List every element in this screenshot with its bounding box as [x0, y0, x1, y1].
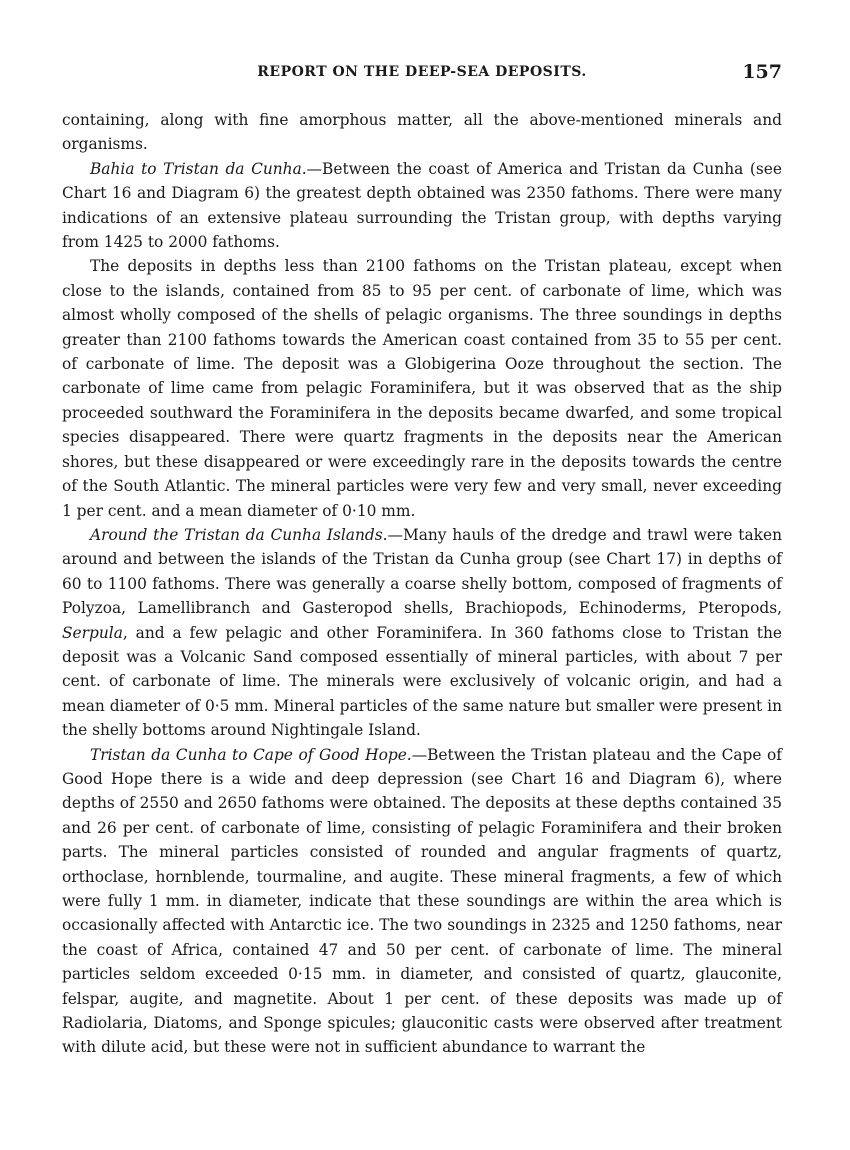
paragraph-tristan-plateau-deposits [62, 254, 782, 522]
paragraph-text: containing, along with fine amorphous matter, all the above-mentioned minerals and organisms. [62, 111, 782, 154]
paragraph-text: —Many hauls of the dredge and trawl were taken around and between the islands of the Tristan da Cunha group (see Chart 17) in depths of 60 to 1100 fathoms. There was generally a coarse shelly bottom, composed of fragments of Polyzoa, Lamellibranch and Gasteropod shells, Brachiopods, Echinoderms, Pteropods, [62, 525, 782, 618]
body-text [62, 108, 782, 1060]
paragraph-text: The deposits in depths less than 2100 fathoms on the Tristan plateau, except when close to the islands, contained from 85 to 95 per cent. of carbonate of lime, which was almost wholly composed of the shells of pelagic organisms. The three soundings in depths greater than 2100 fathoms towards the American coast contained from 35 to 55 per cent. of carbonate of lime. The deposit was a Globigerina Ooze throughout the section. The carbonate of lime came from pelagic Foraminifera, but it was observed that as the ship proceeded southward the Foraminifera in the deposits became dwarfed, and some tropical species disappeared. There were quartz fragments in the deposits near the American shores, but these disappeared or were exceedingly rare in the deposits towards the centre of the South Atlantic. The mineral particles were very few and very small, never exceeding 1 per cent. and a mean diameter of 0·10 mm. [62, 257, 782, 520]
paragraph-bahia-to-tristan [62, 157, 782, 255]
paragraph-continuation [62, 108, 782, 157]
section-heading: Around the Tristan da Cunha Islands. [90, 525, 388, 544]
italic-term: Serpula [62, 623, 123, 642]
section-heading: Tristan da Cunha to Cape of Good Hope. [90, 745, 412, 764]
page-header [62, 61, 782, 86]
paragraph-around-tristan-islands [62, 523, 782, 743]
paragraph-text: —Between the coast of America and Tristan da Cunha (see Chart 16 and Diagram 6) the greatest depth obtained was 2350 fathoms. There were many indications of an extensive plateau surrounding the Tristan group, with depths varying from 1425 to 2000 fathoms. [62, 159, 782, 252]
paragraph-text: —Between the Tristan plateau and the Cape of Good Hope there is a wide and deep depression (see Chart 16 and Diagram 6), where depths of 2550 and 2650 fathoms were obtained. The deposits at these depths contained 35 and 26 per cent. of carbonate of lime, consisting of pelagic Foraminifera and their broken parts. The mineral particles consisted of rounded and angular fragments of quartz, orthoclase, hornblende, tourmaline, and augite. These mineral fragments, a few of which were fully 1 mm. in diameter, indicate that these soundings are within the area which is occasionally affected with Antarctic ice. The two soundings in 2325 and 1250 fathoms, near the coast of Africa, contained 47 and 50 per cent. of carbonate of lime. The mineral particles seldom exceeded 0·15 mm. in diameter, and consisted of quartz, glauconite, felspar, augite, and magnetite. About 1 per cent. of these deposits was made up of Radiolaria, Diatoms, and Sponge spicules; glauconitic casts were observed after treatment with dilute acid, but these were not in sufficient abundance to warrant the [62, 745, 782, 1057]
running-title: REPORT ON THE DEEP-SEA DEPOSITS. [257, 64, 587, 80]
section-heading: Bahia to Tristan da Cunha. [90, 159, 307, 178]
page-number: 157 [742, 61, 782, 83]
paragraph-tristan-to-cape [62, 743, 782, 1060]
paragraph-text: , and a few pelagic and other Foraminifera. In 360 fathoms close to Tristan the deposit was a Volcanic Sand composed essentially of mineral particles, with about 7 per cent. of carbonate of lime. The minerals were exclusively of volcanic origin, and had a mean diameter of 0·5 mm. Mineral particles of the same nature but smaller were present in the shelly bottoms around Nightingale Island. [62, 623, 782, 740]
